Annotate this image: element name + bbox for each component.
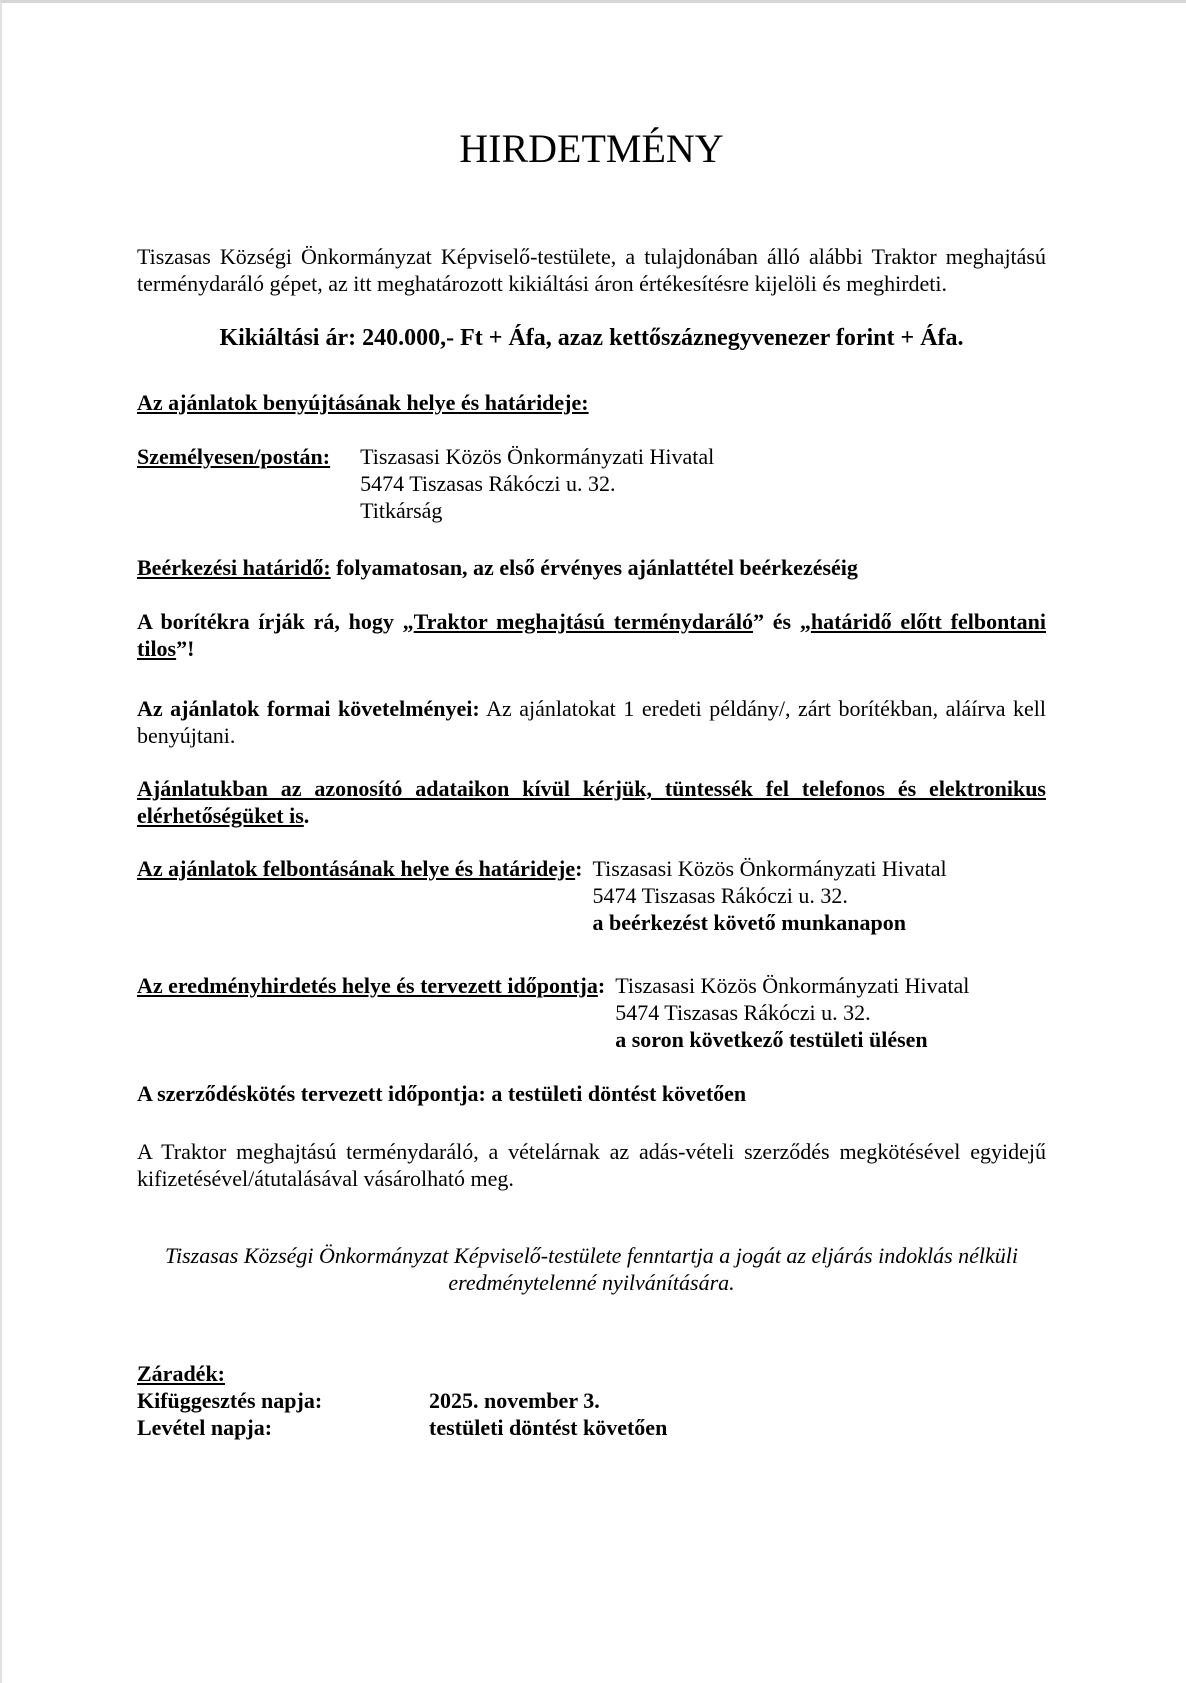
opening-address xyxy=(592,855,946,936)
address-line: Titkárság xyxy=(360,498,443,523)
disclaimer: Tiszasas Községi Önkormányzat Képviselő-testülete fenntartja a jogát az eljárás indoklás nélküli eredménytelenné nyilvánítására. xyxy=(164,1243,1019,1295)
in-person-address xyxy=(360,443,714,524)
document-content xyxy=(2,3,1186,1441)
arrival-deadline-label: Beérkezési határidő: xyxy=(137,555,331,580)
removal-date-label: Levétel napja: xyxy=(137,1415,273,1440)
opening-bold-line: a beérkezést követő munkanapon xyxy=(592,910,906,935)
opening-section xyxy=(137,855,1046,936)
results-bold-line: a soron következő testületi ülésen xyxy=(615,1027,928,1052)
address-line: Tiszasasi Közös Önkormányzati Hivatal xyxy=(592,856,947,881)
starting-price-line: Kikiáltási ár: 240.000,- Ft + Áfa, azaz kettőszáznegyvenezer forint + Áfa. xyxy=(219,325,964,351)
posting-date-value: 2025. november 3. xyxy=(429,1388,600,1413)
envelope-note-part2: ” és „ xyxy=(753,609,811,634)
removal-date-row xyxy=(137,1414,1046,1441)
closing-heading: Záradék: xyxy=(137,1361,225,1386)
envelope-note-part1: A borítékra írják rá, hogy „ xyxy=(137,609,414,634)
formal-requirements xyxy=(137,695,1046,749)
results-address xyxy=(615,972,969,1053)
arrival-deadline-line xyxy=(137,554,1046,581)
intro-paragraph: Tiszasas Községi Önkormányzat Képviselő-testülete, a tulajdonában álló alábbi Traktor meghajtású terménydaráló gépet, az itt meghatározott kikiáltási áron értékesítésre kijelöli és meghirdeti. xyxy=(137,244,1046,296)
envelope-note-underline2: határidő előtt felbontani tilos xyxy=(137,609,1046,661)
results-label: Az eredményhirdetés helye és tervezett időpontja xyxy=(137,973,598,998)
envelope-note-part3: ”! xyxy=(176,636,195,661)
contact-note-suffix: . xyxy=(303,803,310,828)
closing-section xyxy=(137,1360,1046,1441)
address-line: 5474 Tiszasas Rákóczi u. 32. xyxy=(615,1000,871,1025)
results-colon: : xyxy=(597,973,606,998)
in-person-section xyxy=(137,443,1046,524)
posting-date-row xyxy=(137,1387,1046,1414)
contact-note-underlined: Ajánlatukban az azonosító adataikon kívül kérjük, tüntessék fel telefonos és elektronikus elérhetőségüket is xyxy=(137,776,1046,828)
address-line: Tiszasasi Közös Önkormányzati Hivatal xyxy=(360,444,715,469)
envelope-note-underline1: Traktor meghajtású terménydaráló xyxy=(413,609,754,634)
opening-label: Az ajánlatok felbontásának helye és határideje xyxy=(137,856,576,881)
removal-date-value: testületi döntést követően xyxy=(429,1415,668,1440)
opening-label-wrap xyxy=(137,855,582,882)
formal-requirements-text: Az ajánlatokat 1 eredeti példány/, zárt borítékban, aláírva kell benyújtani. xyxy=(137,696,1047,748)
formal-requirements-label: Az ajánlatok formai követelményei: xyxy=(137,696,480,721)
submission-heading: Az ajánlatok benyújtásának helye és határideje: xyxy=(137,390,589,415)
posting-date-label: Kifüggesztés napja: xyxy=(137,1388,323,1413)
in-person-label: Személyesen/postán: xyxy=(137,444,331,469)
envelope-note xyxy=(137,608,1046,662)
opening-colon: : xyxy=(575,856,583,881)
results-section xyxy=(137,972,1046,1053)
address-line: Tiszasasi Közös Önkormányzati Hivatal xyxy=(615,973,970,998)
page-title: HIRDETMÉNY xyxy=(459,126,724,171)
arrival-deadline-text: folyamatosan, az első érvényes ajánlattétel beérkezéséig xyxy=(336,555,858,580)
results-label-wrap xyxy=(137,972,605,999)
contract-line: A szerződéskötés tervezett időpontja: a testületi döntést követően xyxy=(137,1081,747,1106)
payment-paragraph: A Traktor meghajtású terménydaráló, a vételárnak az adás-vételi szerződés megkötésével egyidejű kifizetésével/átutalásával vásárolható meg. xyxy=(137,1139,1046,1191)
address-line: 5474 Tiszasas Rákóczi u. 32. xyxy=(592,883,848,908)
address-line: 5474 Tiszasas Rákóczi u. 32. xyxy=(360,471,616,496)
contact-note xyxy=(137,775,1046,829)
